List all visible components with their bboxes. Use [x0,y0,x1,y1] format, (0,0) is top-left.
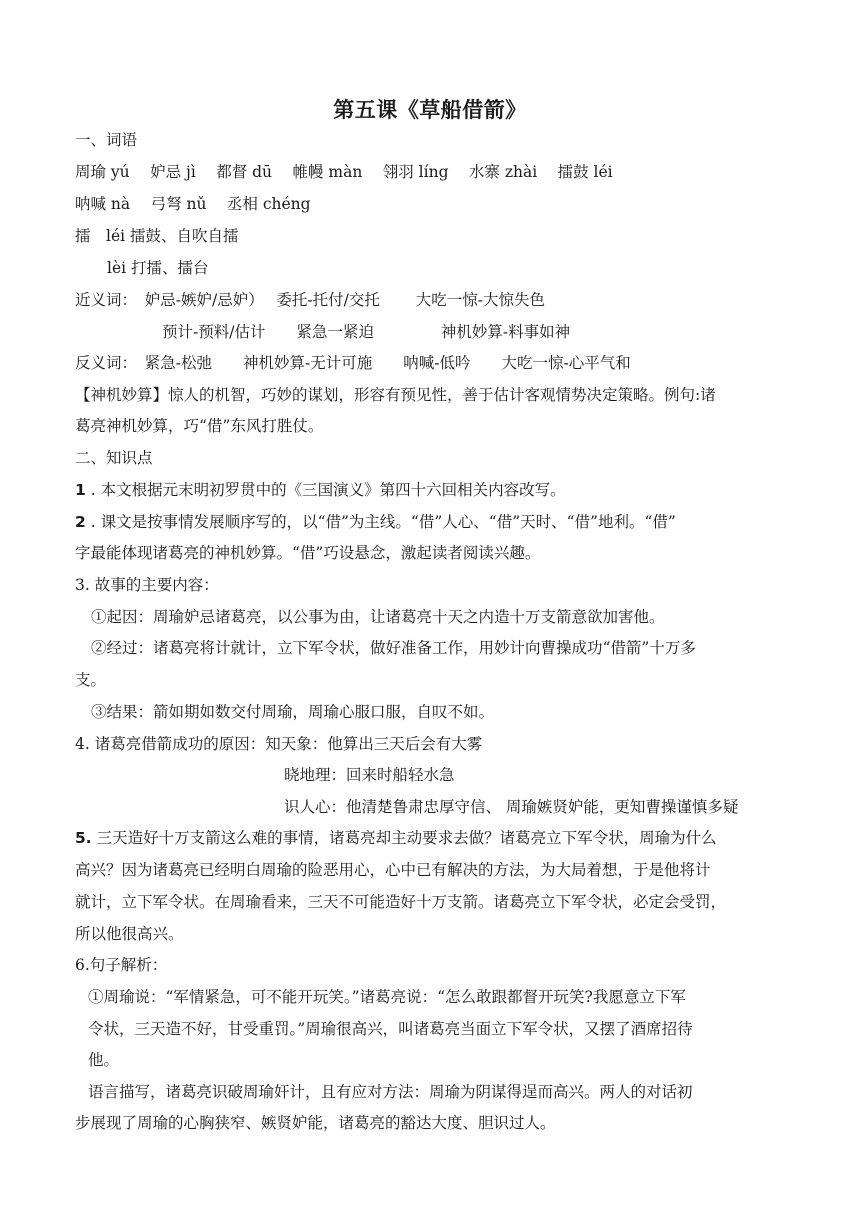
sentence-quote-cont: 令状，三天造不好，甘受重罚。”周瑜很高兴，叫诸葛亮当面立下军令状，又摆了酒席招待 [88,1020,693,1038]
knowledge-point-5 [75,828,717,848]
antonyms-line: 反义词： 紧急-松弛 神机妙算-无计可施 呐喊-低吟 大吃一惊-心平气和 [75,354,631,372]
vocab-line: 周瑜 yú 妒忌 jì 都督 dū 帷幔 màn 翎羽 líng 水寨 zhài 擂鼓 léi [75,163,613,181]
point-text: 三天造好十万支箭这么难的事情，诸葛亮却主动要求去做？诸葛亮立下军令状，周瑜为什么 [91,829,717,847]
idiom-definition: 【神机妙算】惊人的机智，巧妙的谋划，形容有预见性，善于估计客观情势决定策略。例句:诸 [75,386,716,404]
story-result: ③结果：箭如期如数交付周瑜，周瑜心服口服，自叹不如。 [91,703,495,721]
polyphone-line: lèi 打擂、擂台 [107,259,209,277]
vocab-line: 呐喊 nà 弓弩 nǔ 丞相 chéng [75,195,311,213]
section-heading-vocabulary: 一、词语 [75,131,138,149]
knowledge-point-1 [75,480,566,500]
synonyms-line: 近义词： 妒忌-嫉妒/忌妒） 委托-托付/交托 大吃一惊-大惊失色 [75,291,546,309]
idiom-definition: 葛亮神机妙算，巧“借”东风打胜仗。 [75,417,324,435]
sentence-analysis-cont: 步展现了周瑜的心胸狭窄、嫉贤妒能，诸葛亮的豁达大度、胆识过人。 [75,1114,556,1132]
knowledge-point-4-reason: 识人心：他清楚鲁肃忠厚守信、 周瑜嫉贤妒能，更知曹操谨慎多疑 [284,798,739,816]
point-number: 1 [75,481,86,499]
knowledge-point-5-cont: 就计，立下军令状。在周瑜看来，三天不可能造好十万支箭。诸葛亮立下军令状，必定会受罚， [75,893,727,911]
section-heading-knowledge: 二、知识点 [75,449,153,467]
story-cause: ①起因：周瑜妒忌诸葛亮，以公事为由，让诸葛亮十天之内造十万支箭意欲加害他。 [91,608,665,626]
polyphone-line: 擂 léi 擂鼓、自吹自擂 [75,227,239,245]
knowledge-point-5-cont: 所以他很高兴。 [75,925,184,943]
knowledge-point-2 [75,512,676,532]
sentence-analysis: 语言描写，诸葛亮识破周瑜奸计，且有应对方法：周瑜为阴谋得逞而高兴。两人的对话初 [88,1083,693,1101]
page-title: 第五课《草船借箭》 [333,98,527,122]
sentence-quote-cont: 他。 [88,1051,120,1069]
sentence-quote: ①周瑜说：“军情紧急，可不能开玩笑。”诸葛亮说：“怎么敢跟都督开玩笑?我愿意立下军 [88,988,686,1006]
point-number: 2 [75,513,86,531]
knowledge-point-2-cont: 字最能体现诸葛亮的神机妙算。“借”巧设悬念，激起读者阅读兴趣。 [75,544,541,562]
knowledge-point-4-reason: 晓地理：回来时船轻水急 [284,766,455,784]
story-process: ②经过：诸葛亮将计就计，立下军令状，做好准备工作，用妙计向曹操成功“借箭”十万多 [91,639,696,657]
point-number: 5. [75,829,92,847]
knowledge-point-4: 4. 诸葛亮借箭成功的原因：知天象：他算出三天后会有大雾 [75,735,483,753]
point-text: . 本文根据元末明初罗贯中的《三国演义》第四十六回相关内容改写。 [85,481,566,499]
knowledge-point-6-heading: 6.句子解析： [75,956,168,974]
knowledge-point-5-cont: 高兴？因为诸葛亮已经明白周瑜的险恶用心，心中已有解决的方法，为大局着想，于是他将计 [75,861,711,879]
knowledge-point-3-heading: 3. 故事的主要内容： [75,576,219,594]
point-text: . 课文是按事情发展顺序写的，以“借”为主线。“借”人心、“借”天时、“借”地利。“借” [85,513,676,531]
synonyms-line: 预计-预料/估计 紧急一紧迫 神机妙算-料事如神 [162,323,571,341]
story-process-cont: 支。 [75,671,107,689]
